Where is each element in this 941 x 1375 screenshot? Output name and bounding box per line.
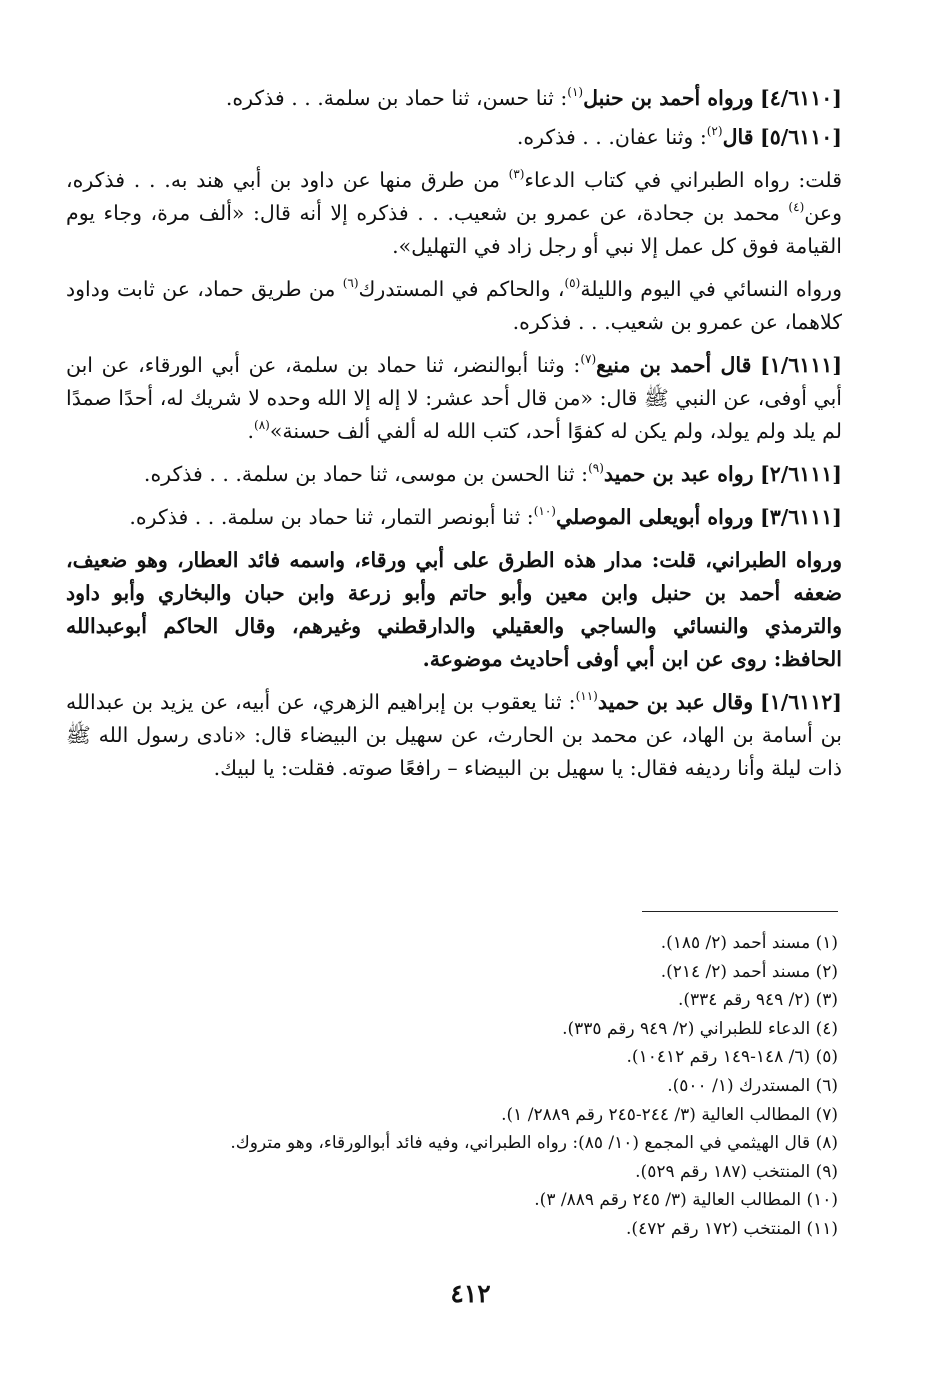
entry-number: [١/٦١١٢] — [760, 690, 842, 714]
footnote: (١٠) المطالب العالية (٣/ ٢٤٥ رقم ٨٨٩/ ٣). — [534, 1190, 838, 1211]
paragraph-text: محمد بن جحادة، عن عمرو بن شعيب. . . فذكره إلا أنه قال: «ألف مرة، وجاء يوم القيامة فوق كل عمل إلا نبي أو رجل زاد في التهليل». — [66, 201, 842, 258]
commentary-paragraph-1 — [66, 164, 842, 263]
footnote-ref: (٨) — [254, 418, 270, 432]
footnote-ref: (٤) — [788, 200, 805, 214]
footnote-ref: (١١) — [575, 689, 598, 703]
entry-title: ورواه أبويعلى الموصلي — [555, 505, 754, 529]
hadith-entry-2 — [66, 121, 842, 154]
grading-paragraph: ورواه الطبراني، قلت: مدار هذه الطرق على أبي ورقاء، واسمه فائد العطار، وهو ضعيف، ضعفه أحمد بن حنبل وابن معين وأبو حاتم وأبو زرعة وابن حبان والبخاري وأبو داود والترمذي والنسائي والساجي والعقيلي والدارقطني وغيرهم، وقال الحاكم أبوعبدالله الحافظ: روى عن ابن أبي أوفى أحاديث موضوعة. — [66, 548, 842, 671]
footnote-ref: (١) — [567, 85, 584, 99]
hadith-entry-4 — [66, 458, 842, 491]
footnote-divider — [642, 911, 838, 912]
paragraph-text: ورواه النسائي في اليوم والليلة — [580, 277, 842, 301]
paragraph-text: ، والحاكم في المستدرك — [358, 277, 565, 301]
entry-text: : ثنا أبونصر التمار، ثنا حماد بن سلمة. . . فذكره. — [129, 505, 534, 529]
entry-title: قال — [722, 125, 754, 149]
entry-title: ورواه أحمد بن حنبل — [583, 86, 754, 110]
footnote: (٤) الدعاء للطبراني (٢/ ٩٤٩ رقم ٣٣٥). — [562, 1018, 838, 1039]
footnote-ref: (٦) — [342, 276, 359, 290]
entry-number: [٣/٦١١١] — [760, 505, 842, 529]
entry-number: [٤/٦١١٠] — [760, 86, 842, 110]
footnote: (٦) المستدرك (١/ ٥٠٠). — [667, 1075, 838, 1096]
entry-text: : وثنا أبوالنضر، ثنا حماد بن سلمة، عن أبي الورقاء، عن ابن أبي أوفى، عن النبي ﷺ قال: «من قال أحد عشر: لا إله إلا الله وحده لا شريك له، أحدًا صمدًا لم يلد ولم يولد، ولم يكن له كفوًا أحد، كتب الله له ألفي ألف حسنة» — [66, 353, 842, 443]
footnote: (٢) مسند أحمد (٢/ ٢١٤). — [660, 961, 838, 982]
entry-number: [٢/٦١١١] — [760, 462, 842, 486]
main-text — [66, 82, 842, 795]
entry-text: . — [247, 419, 254, 443]
entry-title: قال أحمد بن منيع — [596, 353, 752, 377]
footnotes-list — [66, 929, 838, 1244]
footnote: (٧) المطالب العالية (٣/ ٢٤٤-٢٤٥ رقم ٢٨٨٩/ ١). — [501, 1104, 838, 1125]
footnote: (٨) قال الهيثمي في المجمع (١٠/ ٨٥): رواه الطبراني، وفيه فائد أبوالورقاء، وهو متروك. — [230, 1133, 838, 1154]
footnote: (١) مسند أحمد (٢/ ١٨٥). — [660, 933, 838, 953]
footnote-ref: (٧) — [580, 352, 597, 366]
paragraph-text: من طريق حماد، عن ثابت وداود كلاهما، عن عمرو بن شعيب. . . فذكره. — [66, 277, 842, 334]
footnote: (٣) (٢/ ٩٤٩ رقم ٣٣٤). — [677, 990, 838, 1011]
paragraph-text: قلت: رواه الطبراني في كتاب الدعاء — [524, 168, 842, 192]
entry-text: : وثنا عفان. . . فذكره. — [516, 125, 707, 149]
commentary-paragraph-2 — [66, 273, 842, 339]
footnote: (٩) المنتخب (١٨٧ رقم ٥٢٩). — [635, 1161, 838, 1182]
entry-title: رواه عبد بن حميد — [603, 462, 754, 486]
footnote-ref: (٢) — [706, 124, 723, 138]
footnote-ref: (٩) — [588, 461, 604, 475]
footnote-ref: (٣) — [508, 167, 525, 181]
footnote-ref: (١٠) — [533, 504, 556, 518]
hadith-entry-3 — [66, 349, 842, 448]
hadith-entry-1 — [66, 82, 842, 115]
page-number: ٤١٢ — [450, 1279, 491, 1308]
paragraph-text: من طرق منها عن داود بن أبي هند به. . . فذكره، وعن — [66, 168, 842, 225]
entry-text: : ثنا يعقوب بن إبراهيم الزهري، عن أبيه، عن يزيد بن عبدالله بن أسامة بن الهاد، عن محمد بن الحارث، عن سهيل بن البيضاء قال: «نادى رسول الله ﷺ ذات ليلة وأنا رديفه فقال: يا سهيل بن البيضاء – رافعًا صوته. فقلت: يا لبيك. — [66, 690, 842, 780]
entry-text: : ثنا الحسن بن موسى، ثنا حماد بن سلمة. . . فذكره. — [143, 462, 589, 486]
footnote: (١١) المنتخب (١٧٢ رقم ٤٧٢). — [626, 1218, 838, 1239]
hadith-entry-5 — [66, 501, 842, 534]
footnote: (٥) (٦/ ١٤٨-١٤٩ رقم ١٠٤١٢). — [626, 1047, 838, 1068]
hadith-entry-6 — [66, 686, 842, 785]
footnote-ref: (٥) — [564, 276, 581, 290]
entry-number: [٥/٦١١٠] — [760, 125, 842, 149]
entry-text: : ثنا حسن، ثنا حماد بن سلمة. . . فذكره. — [225, 86, 568, 110]
entry-number: [١/٦١١١] — [760, 353, 843, 377]
entry-title: وقال عبد بن حميد — [597, 690, 754, 714]
